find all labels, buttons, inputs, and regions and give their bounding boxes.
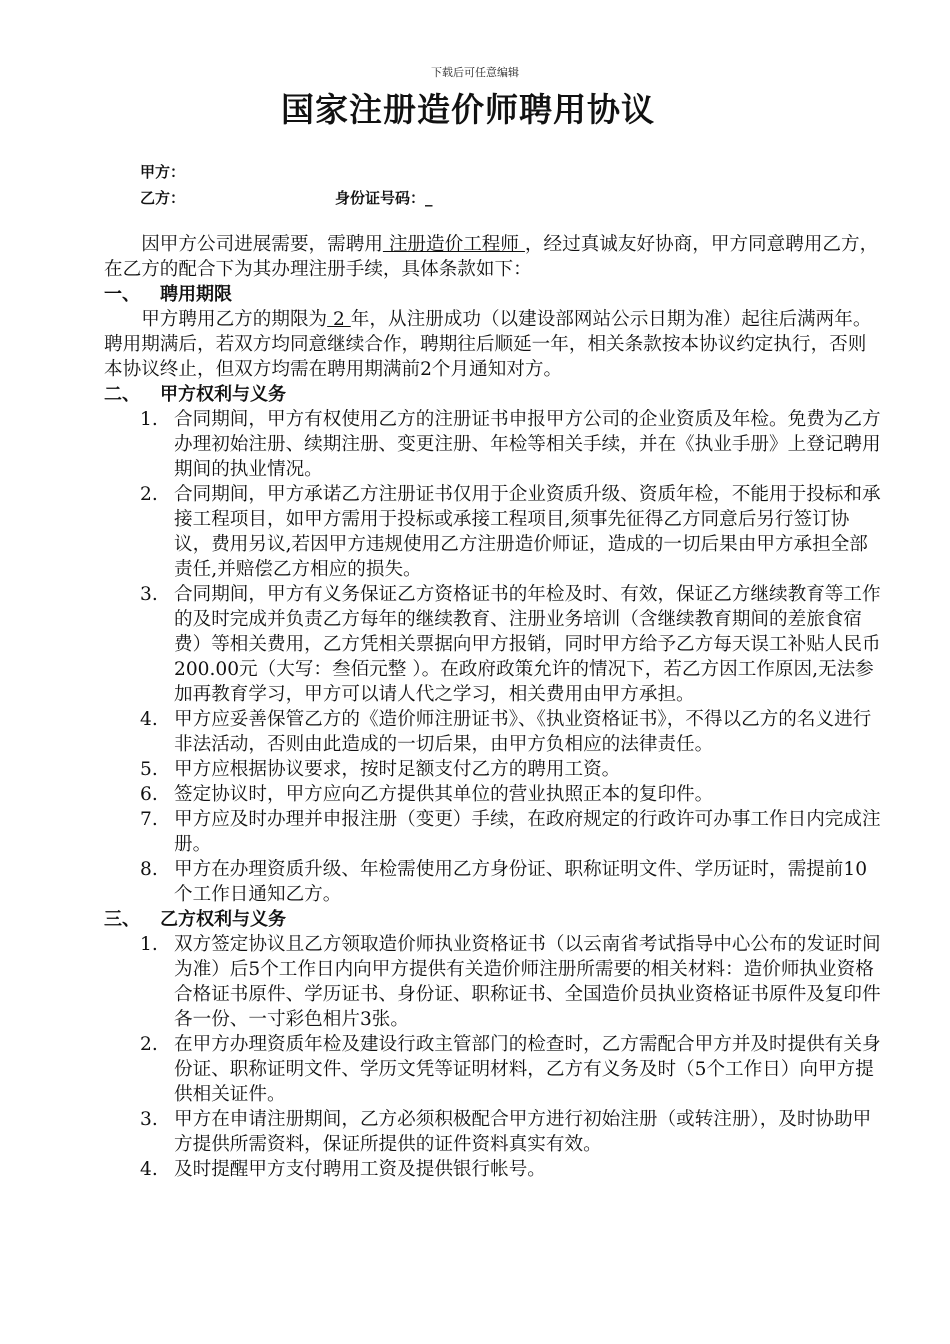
item-text: 双方签定协议且乙方领取造价师执业资格证书（以云南省考试指导中心公布的发证时间为准）后5个工作日内向甲方提供有关造价师注册所需要的相关材料：造价师执业资格合格证书原件、学历证书、身份证、职称证书、全国造价员执业资格证书原件及复印件各一份、一寸彩色相片3张。 — [174, 934, 881, 1030]
item-number: 3. — [140, 1109, 158, 1130]
item-text: 合同期间，甲方有义务保证乙方资格证书的年检及时、有效，保证乙方继续教育等工作的及时完成并负责乙方每年的继续教育、注册业务培训（含继续教育期间的差旅食宿费）等相关费用，乙方凭相关票据向甲方报销，同时甲方给予乙方每天误工补贴人民币200.00元（大写：叁佰元整 ）。在政府政策允许的情况下，若乙方因工作原因,无法参加再教育学习，甲方可以请人代之学习，相关费用由甲方承担。 — [174, 584, 881, 705]
list-item — [104, 757, 884, 782]
section-number: 三、 — [104, 909, 140, 930]
list-item — [104, 932, 884, 1032]
item-number: 7. — [140, 809, 158, 830]
item-text: 甲方在办理资质升级、年检需使用乙方身份证、职称证明文件、学历证时，需提前10个工作日通知乙方。 — [174, 859, 868, 905]
item-text: 签定协议时，甲方应向乙方提供其单位的营业执照正本的复印件。 — [174, 784, 714, 805]
item-text: 甲方应根据协议要求，按时足额支付乙方的聘用工资。 — [174, 759, 621, 780]
id-number-label: 身份证号码：_ — [335, 189, 433, 207]
party-b-clause-list — [104, 932, 884, 1182]
list-item — [104, 857, 884, 907]
party-a-clause-list — [104, 407, 884, 907]
document-body — [104, 232, 884, 1182]
term-years-field: 2 — [327, 309, 351, 330]
item-number: 1. — [140, 934, 158, 955]
list-item — [104, 1107, 884, 1157]
item-text: 甲方应及时办理并申报注册（变更）手续，在政府规定的行政许可办事工作日内完成注册。 — [174, 809, 881, 855]
section-title: 聘用期限 — [160, 284, 232, 305]
header-note: 下载后可任意编辑 — [431, 66, 519, 79]
intro-text-start: 因甲方公司进展需要，需聘用 — [141, 234, 383, 255]
item-number: 3. — [140, 584, 158, 605]
party-a-line — [140, 161, 185, 182]
item-number: 2. — [140, 1034, 158, 1055]
item-number: 8. — [140, 859, 158, 880]
section-heading-2 — [104, 382, 884, 407]
section-title: 乙方权利与义务 — [160, 909, 286, 930]
item-text: 及时提醒甲方支付聘用工资及提供银行帐号。 — [174, 1159, 546, 1180]
party-b-label: 乙方： — [140, 189, 186, 207]
term-paragraph — [104, 307, 884, 382]
document-title: 国家注册造价师聘用协议 — [281, 90, 655, 129]
item-number: 5. — [140, 759, 158, 780]
party-b-line — [140, 187, 433, 208]
item-text: 合同期间，甲方承诺乙方注册证书仅用于企业资质升级、资质年检，不能用于投标和承接工程项目，如甲方需用于投标或承接工程项目,须事先征得乙方同意后另行签订协议，费用另议,若因甲方违规使用乙方注册造价师证，造成的一切后果由甲方承担全部责任,并赔偿乙方相应的损失。 — [174, 484, 881, 580]
list-item — [104, 1032, 884, 1107]
intro-text-end: ，经过真诚友好协商，甲方同意聘用乙方，在乙方的配合下为其办理注册手续，具体条款如下： — [104, 234, 879, 280]
item-number: 1. — [140, 409, 158, 430]
item-text: 甲方应妥善保管乙方的《造价师注册证书》、《执业资格证书》，不得以乙方的名义进行非法活动，否则由此造成的一切后果，由甲方负相应的法律责任。 — [174, 709, 872, 755]
list-item — [104, 782, 884, 807]
term-text-end: 年，从注册成功（以建设部网站公示日期为准）起往后满两年。聘用期满后，若双方均同意继续合作，聘期往后顺延一年，相关条款按本协议约定执行，否则本协议终止，但双方均需在聘用期满前2个月通知对方。 — [104, 309, 872, 380]
section-number: 二、 — [104, 384, 140, 405]
section-heading-3 — [104, 907, 884, 932]
list-item — [104, 582, 884, 707]
list-item — [104, 1157, 884, 1182]
list-item — [104, 407, 884, 482]
item-text: 在甲方办理资质年检及建设行政主管部门的检查时，乙方需配合甲方并及时提供有关身份证、职称证明文件、学历文凭等证明材料，乙方有义务及时（5个工作日）向甲方提供相关证件。 — [174, 1034, 881, 1105]
section-heading-1 — [104, 282, 884, 307]
item-text: 甲方在申请注册期间，乙方必须积极配合甲方进行初始注册（或转注册），及时协助甲方提供所需资料，保证所提供的证件资料真实有效。 — [174, 1109, 872, 1155]
section-title: 甲方权利与义务 — [160, 384, 286, 405]
section-number: 一、 — [104, 284, 140, 305]
item-text: 合同期间，甲方有权使用乙方的注册证书申报甲方公司的企业资质及年检。免费为乙方办理初始注册、续期注册、变更注册、年检等相关手续，并在《执业手册》上登记聘用期间的执业情况。 — [174, 409, 881, 480]
intro-paragraph — [104, 232, 884, 282]
party-a-label: 甲方： — [140, 163, 186, 181]
item-number: 6. — [140, 784, 158, 805]
item-number: 2. — [140, 484, 158, 505]
position-field: 注册造价工程师 — [382, 234, 525, 255]
term-text-start: 甲方聘用乙方的期限为 — [141, 309, 328, 330]
item-number: 4. — [140, 709, 158, 730]
list-item — [104, 807, 884, 857]
item-number: 4. — [140, 1159, 158, 1180]
list-item — [104, 707, 884, 757]
list-item — [104, 482, 884, 582]
